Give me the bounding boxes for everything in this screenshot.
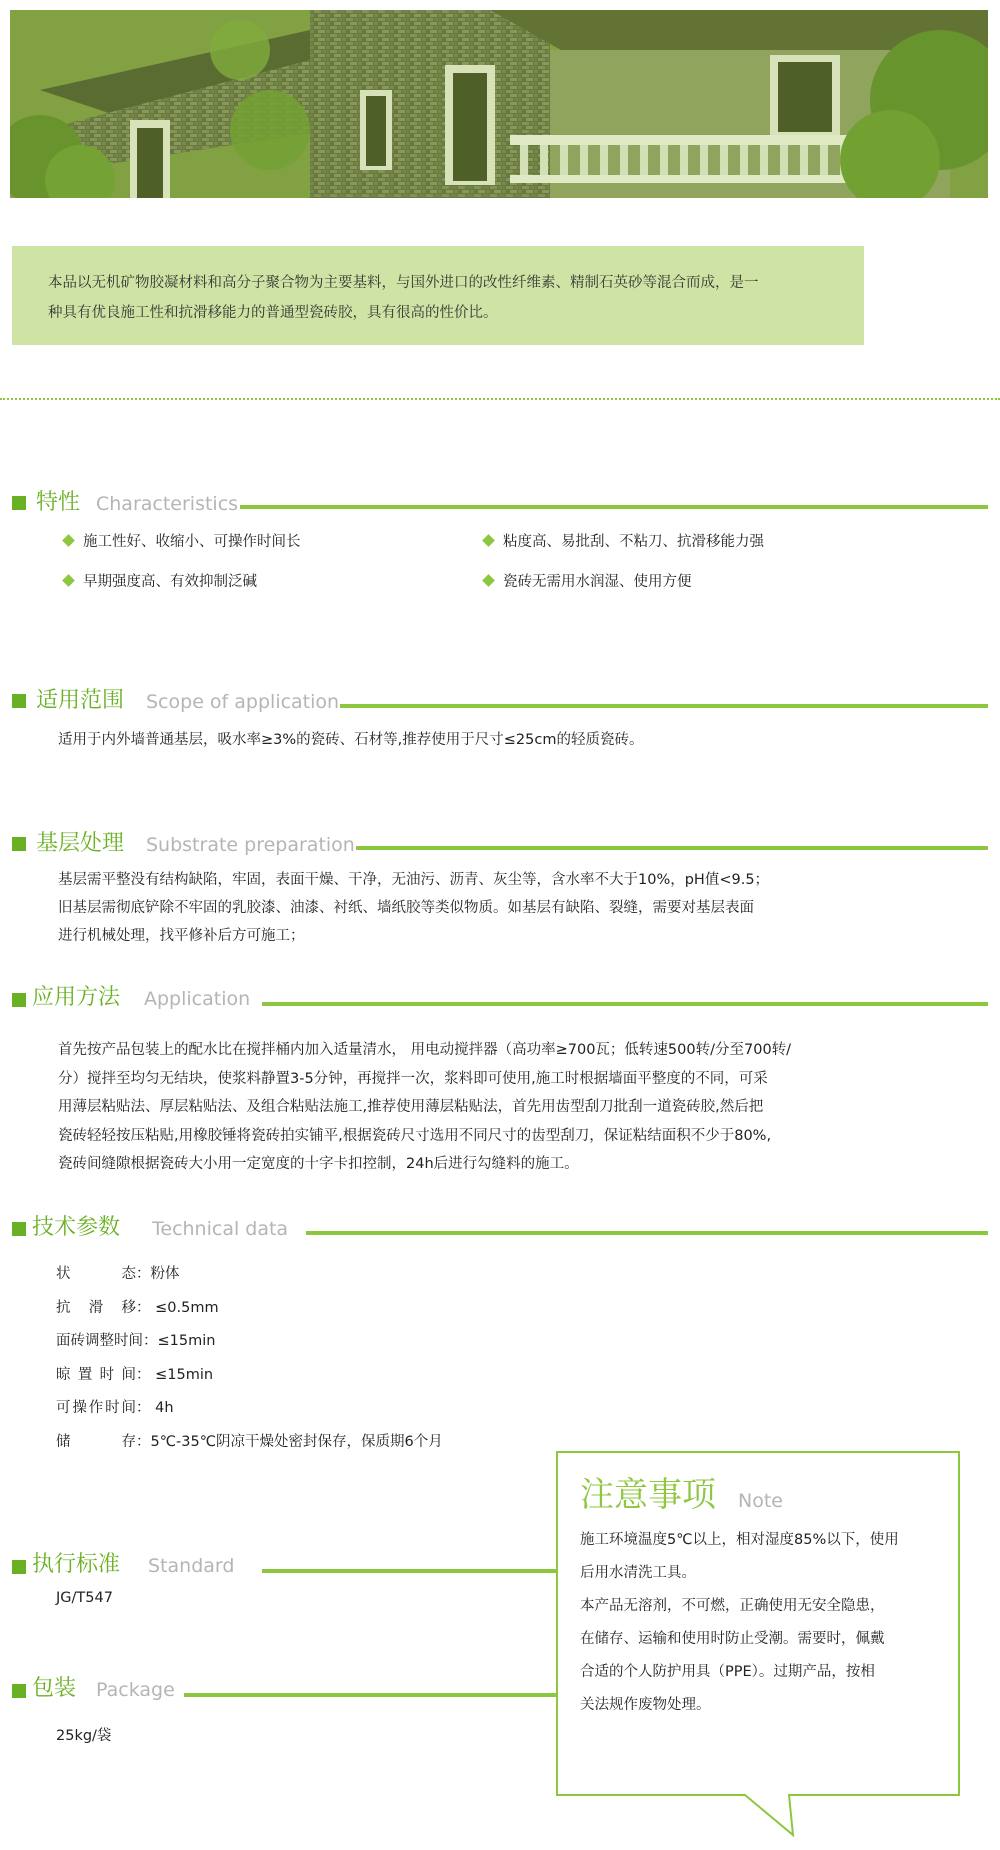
standard-text: JG/T547: [56, 1590, 113, 1606]
tech-row: 状态：粉体: [56, 1266, 180, 1282]
diamond-bullet-icon: [482, 574, 495, 587]
tech-row: 晾置时间： ≤15min: [56, 1367, 214, 1383]
section-marker: [12, 1222, 26, 1236]
section-marker: [12, 1684, 26, 1698]
section-title-standard: 执行标准: [32, 1552, 121, 1577]
section-rule: [262, 1569, 558, 1573]
substrate-text: 基层需平整没有结构缺陷，牢固，表面干燥、干净，无油污、沥青、灰尘等，含水率不大于10%，pH值<9.5； 旧基层需彻底铲除不牢固的乳胶漆、油漆、衬纸、墙纸胶等类似物质。如基层有缺陷、裂缝，需要对基层表面 进行机械处理，找平修补后方可施工；: [58, 872, 770, 944]
package-text: 25kg/袋: [56, 1728, 112, 1744]
section-subtitle-package: Package: [96, 1679, 175, 1701]
section-rule: [340, 704, 988, 708]
scope-text: 适用于内外墙普通基层，吸水率≥3%的瓷砖、石材等,推荐使用于尺寸≤25cm的轻质瓷砖。: [58, 732, 644, 748]
section-subtitle-scope: Scope of application: [146, 691, 340, 713]
section-title-application: 应用方法: [32, 985, 121, 1010]
section-subtitle-substrate: Substrate preparation: [146, 834, 355, 856]
tech-row: 可操作时间： 4h: [56, 1400, 174, 1416]
section-title-substrate: 基层处理: [36, 831, 125, 856]
note-subtitle: Note: [738, 1490, 783, 1512]
feature-item: 瓷砖无需用水润湿、使用方便: [484, 570, 692, 591]
feature-item: 施工性好、收缩小、可操作时间长: [64, 530, 301, 551]
application-text: 首先按产品包装上的配水比在搅拌桶内加入适量清水， 用电动搅拌器（高功率≥700瓦；低转速500转/分至700转/ 分）搅拌至均匀无结块，使浆料静置3-5分钟，再搅拌一次，浆料即可使用,施工时根据墙面平整度的不同，可采 用薄层粘贴法、厚层粘贴法、及组合粘贴法施工,推荐使用薄层粘贴法，首先用齿型刮刀批刮一道瓷砖胶,然后把 瓷砖轻轻按压粘贴,用橡胶锤将瓷砖拍实铺平,根据瓷砖尺寸选用不同尺寸的齿型刮刀，保证粘结面积不少于80%, 瓷砖间缝隙根据瓷砖大小用一定宽度的十字卡扣控制，24h后进行勾缝料的施工。: [58, 1042, 792, 1172]
section-marker: [12, 1560, 26, 1574]
feature-item: 早期强度高、有效抑制泛碱: [64, 570, 257, 591]
diamond-bullet-icon: [482, 534, 495, 547]
section-subtitle-technical: Technical data: [152, 1218, 289, 1240]
section-rule: [240, 505, 988, 509]
section-title-package: 包装: [32, 1676, 77, 1701]
dotted-divider: [0, 398, 1000, 400]
section-title-technical: 技术参数: [32, 1215, 121, 1240]
diamond-bullet-icon: [62, 574, 75, 587]
section-rule: [262, 1002, 988, 1006]
section-title-characteristics: 特性: [36, 490, 81, 515]
section-rule: [356, 846, 988, 850]
section-rule: [184, 1693, 558, 1697]
note-body: 施工环境温度5℃以上，相对湿度85%以下，使用 后用水清洗工具。 本产品无溶剂，不可燃，正确使用无安全隐患， 在储存、运输和使用时防止受潮。需要时，佩戴 合适的个人防护用具（PPE）。过期产品，按相 关法规作废物处理。: [580, 1532, 899, 1713]
tech-row: 储存：5℃-35℃阴凉干燥处密封保存，保质期6个月: [56, 1434, 443, 1450]
section-title-scope: 适用范围: [36, 688, 125, 713]
tech-row: 抗滑移： ≤0.5mm: [56, 1300, 219, 1316]
tech-row: 面砖调整时间：≤15min: [56, 1333, 216, 1349]
intro-box: [12, 246, 864, 345]
section-marker: [12, 496, 26, 510]
section-marker: [12, 993, 26, 1007]
section-subtitle-application: Application: [144, 988, 251, 1010]
section-subtitle-characteristics: Characteristics: [96, 493, 239, 515]
hero-image: [10, 10, 988, 198]
section-subtitle-standard: Standard: [148, 1555, 235, 1577]
intro-line: 本品以无机矿物胶凝材料和高分子聚合物为主要基料，与国外进口的改性纤维素、精制石英砂等混合而成，是一: [48, 275, 759, 291]
section-rule: [306, 1231, 988, 1235]
intro-line: 种具有优良施工性和抗滑移能力的普通型瓷砖胶，具有很高的性价比。: [48, 305, 498, 321]
section-marker: [12, 837, 26, 851]
feature-item: 粘度高、易批刮、不粘刀、抗滑移能力强: [484, 530, 764, 551]
note-title: 注意事项: [580, 1475, 716, 1515]
diamond-bullet-icon: [62, 534, 75, 547]
house-illustration: [10, 10, 988, 198]
section-marker: [12, 694, 26, 708]
